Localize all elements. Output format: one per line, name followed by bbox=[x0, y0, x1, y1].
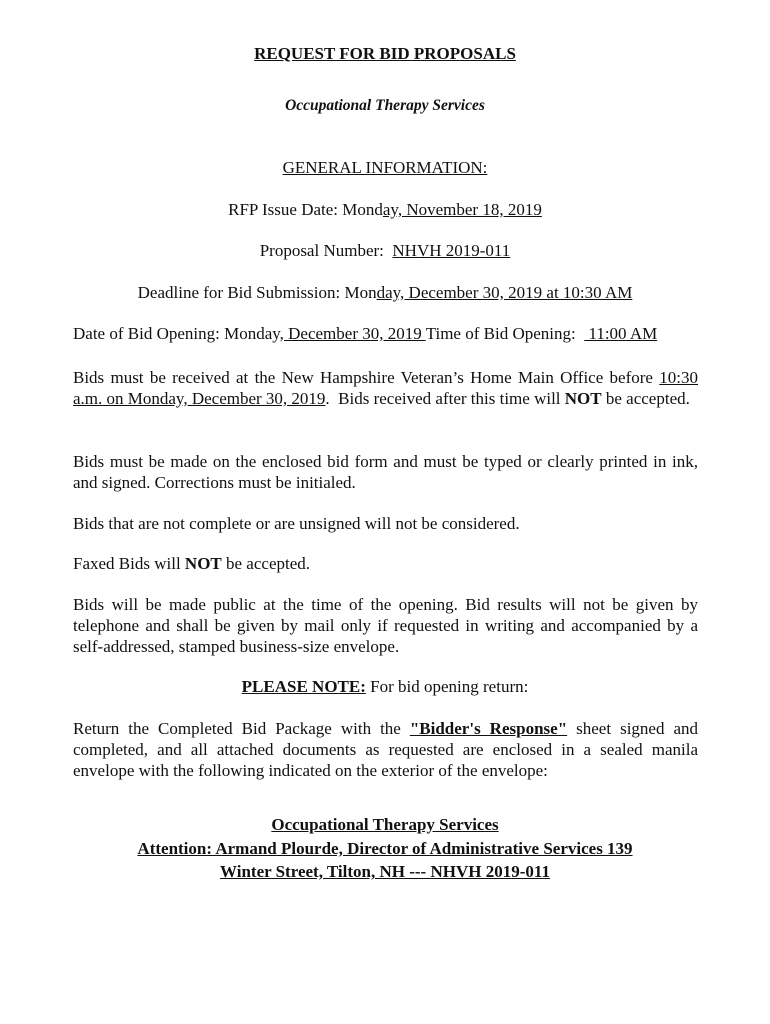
receipt-text: Bids must be received at the New Hampshire Veteran’s Home Main Office before bbox=[73, 368, 660, 387]
bid-opening-line bbox=[73, 324, 698, 344]
receipt-not-emphasis: NOT bbox=[564, 389, 602, 408]
faxed-text-2: be accepted. bbox=[221, 554, 311, 573]
bid-form-paragraph: Bids must be made on the enclosed bid form and must be typed or clearly printed in ink, and signed. Corrections must be initialed. bbox=[73, 452, 698, 492]
return-text: Return the Completed Bid Package with the bbox=[73, 719, 410, 738]
please-note-line bbox=[0, 677, 770, 697]
return-text-2: sheet signed and completed, and all attached documents as requested are enclosed in a sealed manila envelope with the following indicated on the exterior of the envelope: bbox=[73, 719, 699, 780]
return-instructions-paragraph bbox=[73, 718, 698, 781]
document-title: REQUEST FOR BID PROPOSALS bbox=[254, 44, 516, 63]
receipt-paragraph bbox=[73, 367, 698, 409]
faxed-not-emphasis: NOT bbox=[184, 554, 222, 573]
section-heading-text: GENERAL INFORMATION: bbox=[282, 158, 488, 177]
deadline-label: Deadline for Bid Submission: Mon bbox=[137, 283, 377, 302]
address-line-2: Attention: Armand Plourde, Director of Administrative Services 139 bbox=[137, 839, 633, 858]
bid-opening-time-value: 11:00 AM bbox=[584, 324, 658, 343]
receipt-text-3: be accepted. bbox=[601, 389, 690, 408]
document-subtitle: Occupational Therapy Services bbox=[285, 97, 485, 114]
proposal-number-label: Proposal Number: bbox=[259, 241, 393, 260]
receipt-deadline: 10:30 a.m. on Monday, December 30, 2019 bbox=[73, 368, 698, 408]
deadline-line bbox=[0, 283, 770, 303]
address-line-3: Winter Street, Tilton, NH --- NHVH 2019-011 bbox=[220, 862, 550, 881]
faxed-bids-paragraph bbox=[73, 553, 698, 574]
issue-date-label: RFP Issue Date: Mond bbox=[228, 200, 383, 219]
bid-opening-label: Date of Bid Opening: Monday bbox=[73, 324, 280, 343]
please-note-text: For bid opening return: bbox=[365, 677, 529, 696]
bid-opening-date: , December 30, 2019 bbox=[279, 324, 426, 343]
deadline-value: day, December 30, 2019 at 10:30 AM bbox=[376, 283, 633, 302]
receipt-text-2: . Bids received after this time will bbox=[325, 389, 565, 408]
issue-date-value: ay, November 18, 2019 bbox=[382, 200, 542, 219]
bidders-response-emphasis: "Bidder's Response" bbox=[409, 719, 568, 738]
public-results-paragraph: Bids will be made public at the time of the opening. Bid results will not be given by telephone and shall be given by mail only if requested in writing and accompanied by a self-addressed, stamped business-size envelope. bbox=[73, 595, 698, 656]
faxed-text: Faxed Bids will bbox=[73, 554, 185, 573]
proposal-number-value: NHVH 2019-011 bbox=[392, 241, 511, 260]
please-note-label: PLEASE NOTE: bbox=[241, 677, 366, 696]
incomplete-bids-paragraph: Bids that are not complete or are unsigned will not be considered. bbox=[73, 514, 520, 533]
issue-date-line bbox=[0, 200, 770, 220]
bid-opening-time-label: Time of Bid Opening: bbox=[425, 324, 585, 343]
section-heading bbox=[0, 158, 770, 178]
address-line-1: Occupational Therapy Services bbox=[271, 815, 499, 834]
proposal-number-line bbox=[0, 241, 770, 261]
